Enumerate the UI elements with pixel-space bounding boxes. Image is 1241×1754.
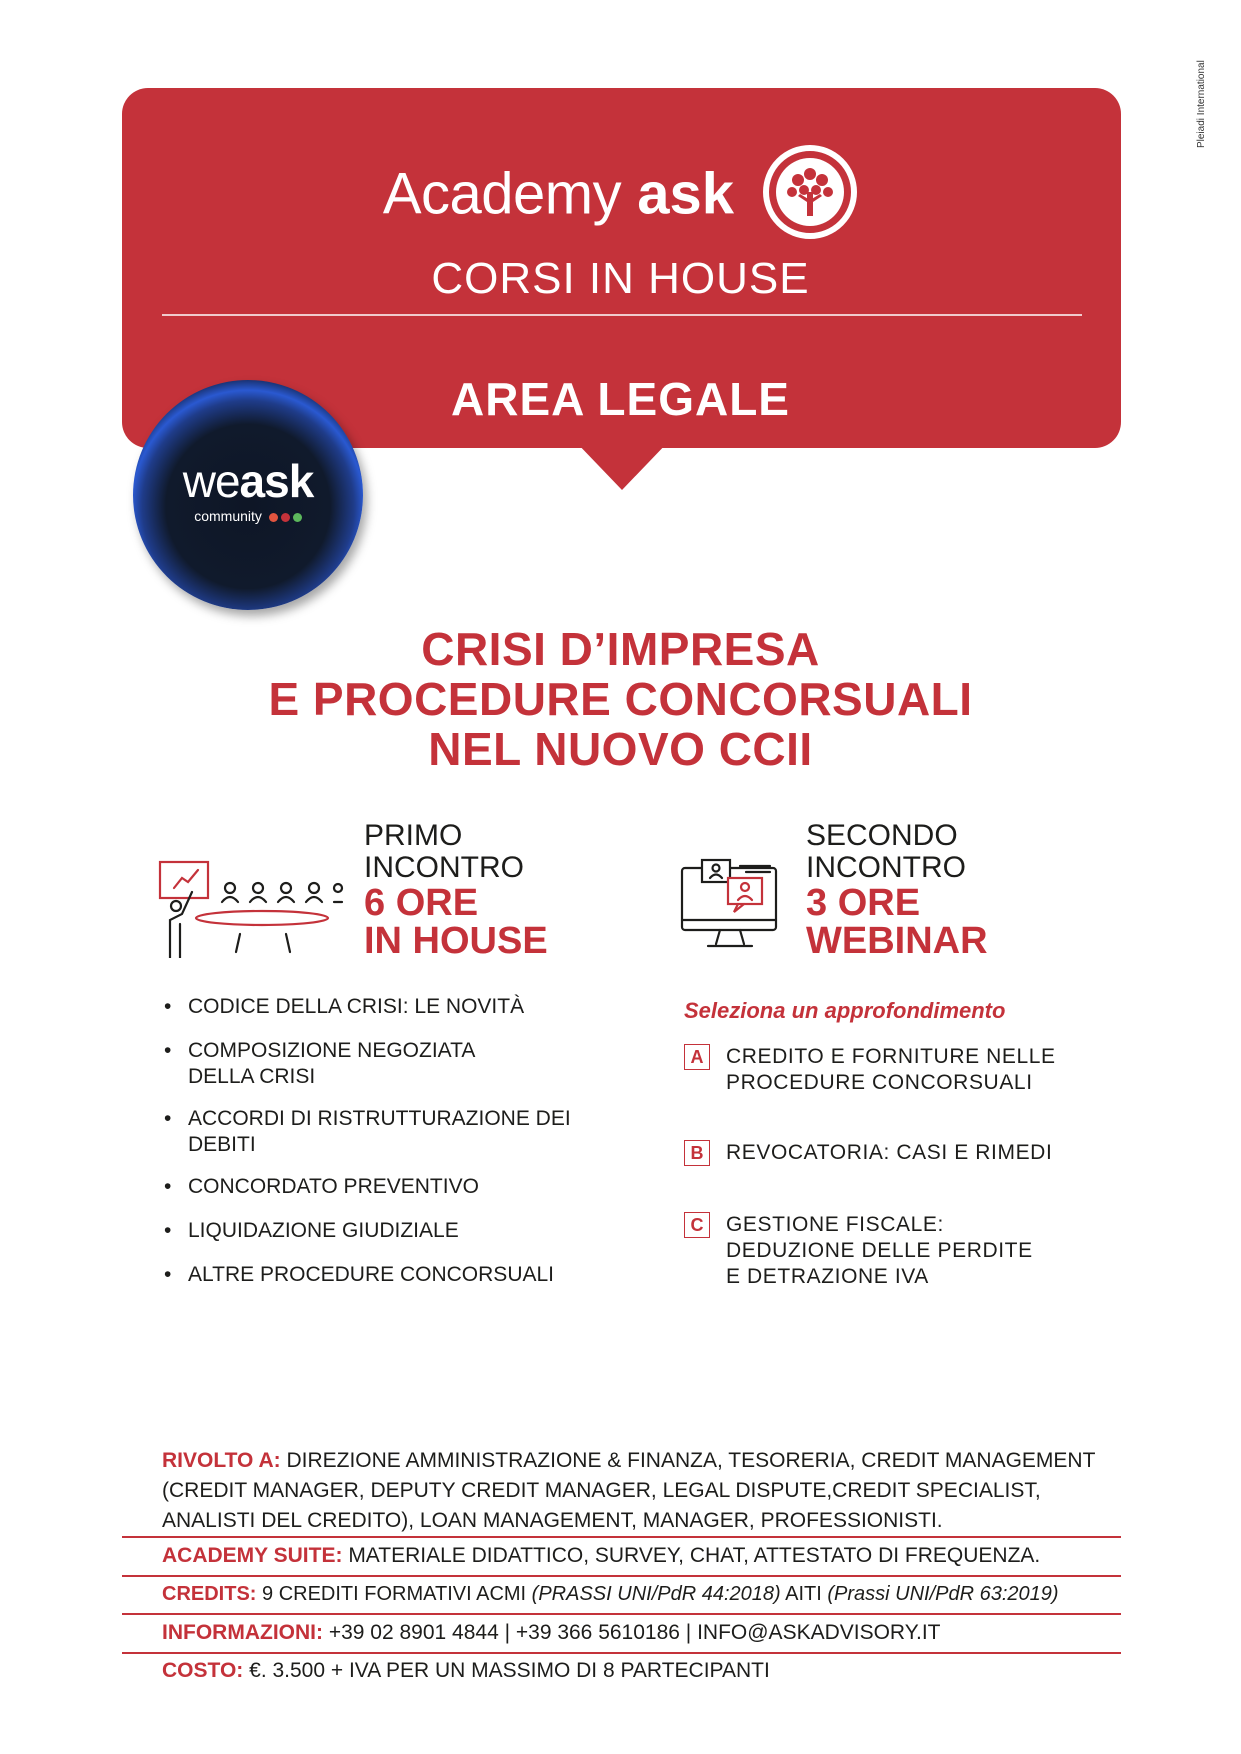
meeting-2-line1: SECONDO (806, 819, 958, 852)
academy-suite (162, 1541, 1122, 1571)
rivolto-label: RIVOLTO A: (162, 1449, 281, 1472)
academy-ask-logo (0, 150, 1241, 246)
weask-subtitle (133, 508, 363, 524)
target-audience (162, 1446, 1122, 1536)
option-text: CREDITO E FORNITURE NELLE PROCEDURE CONCORSUALI (726, 1045, 1056, 1094)
info-label: INFORMAZIONI: (162, 1621, 323, 1644)
dot-orange (269, 513, 278, 522)
topic-text: ACCORDI DI RISTRUTTURAZIONE DEI DEBITI (188, 1107, 571, 1156)
course-title-line-1: CRISI D’IMPRESA (421, 623, 820, 675)
weask-community-label: community (194, 508, 262, 524)
bullet: • (164, 1039, 172, 1062)
select-label: Seleziona un approfondimento (684, 998, 1006, 1023)
banner-pointer (574, 440, 670, 490)
cost (162, 1656, 1122, 1686)
webinar-monitor-icon (680, 858, 780, 954)
weask-thin: we (182, 455, 240, 507)
banner-subtitle: CORSI IN HOUSE (431, 254, 810, 303)
topic-text: CODICE DELLA CRISI: LE NOVITÀ (188, 995, 525, 1018)
topic-text: CONCORDATO PREVENTIVO (188, 1175, 479, 1198)
banner-divider (162, 314, 1082, 316)
brand-bold: ask (637, 161, 735, 227)
meeting-2-block (806, 820, 988, 960)
topic-text: COMPOSIZIONE NEGOZIATA DELLA CRISI (188, 1039, 475, 1088)
bullet: • (164, 995, 172, 1018)
credits-text-2: AITI (785, 1583, 822, 1605)
weask-community-badge (133, 380, 363, 610)
side-credit: Pleiadi International (1196, 60, 1207, 148)
info-text: +39 02 8901 4844 | +39 366 5610186 | INFO@ASKADVISORY.IT (328, 1621, 941, 1644)
credits-note-1: (PRASSI UNI/PdR 44:2018) (531, 1583, 781, 1605)
bullet: • (164, 1107, 172, 1130)
credits-note-2: (Prassi UNI/PdR 63:2019) (827, 1583, 1059, 1605)
course-title-line-2: E PROCEDURE CONCORSUALI (268, 673, 973, 725)
option-key: C (684, 1212, 710, 1238)
info-divider (122, 1613, 1121, 1615)
option-key: A (684, 1044, 710, 1070)
course-title-line-3: NEL NUOVO CCII (428, 723, 813, 775)
meeting-1-block (364, 820, 548, 960)
option-text: REVOCATORIA: CASI E RIMEDI (726, 1141, 1053, 1164)
weask-wordmark (133, 456, 363, 506)
info-divider (122, 1575, 1121, 1577)
topic-text: ALTRE PROCEDURE CONCORSUALI (188, 1263, 555, 1286)
option-key: B (684, 1140, 710, 1166)
weask-bold: ask (239, 455, 314, 507)
bullet: • (164, 1219, 172, 1242)
meeting-2-line2: INCONTRO (806, 851, 966, 884)
meeting-1-line2: INCONTRO (364, 851, 524, 884)
brand-thin: Academy (382, 161, 622, 227)
tree-icon (762, 144, 858, 240)
classroom-icon (158, 858, 348, 958)
dot-green (293, 513, 302, 522)
credits-label: CREDITS: (162, 1583, 257, 1605)
topic-text: LIQUIDAZIONE GIUDIZIALE (188, 1219, 459, 1242)
cost-text: €. 3.500 + IVA PER UN MASSIMO DI 8 PARTECIPANTI (249, 1659, 770, 1682)
area-title: AREA LEGALE (451, 373, 790, 425)
meeting-1-mode: IN HOUSE (364, 920, 548, 962)
credits-text-1: 9 CREDITI FORMATIVI ACMI (262, 1583, 527, 1605)
bullet: • (164, 1175, 172, 1198)
cost-label: COSTO: (162, 1659, 244, 1682)
dot-red (281, 513, 290, 522)
meeting-1-hours: 6 ORE (364, 882, 479, 924)
credits (162, 1579, 1122, 1609)
suite-label: ACADEMY SUITE: (162, 1544, 343, 1567)
contact-info (162, 1618, 1122, 1648)
rivolto-text: DIREZIONE AMMINISTRAZIONE & FINANZA, TESORERIA, CREDIT MANAGEMENT (CREDIT MANAGER, DEPUTY CREDIT MANAGER, LEGAL DISPUTE,CREDIT SPECIALIST, ANALISTI DEL CREDITO), LOAN MANAGEMENT, MANAGER, PROFESSIONISTI. (162, 1449, 1096, 1532)
meeting-2-hours: 3 ORE (806, 882, 921, 924)
option-text: GESTIONE FISCALE: DEDUZIONE DELLE PERDITE E DETRAZIONE IVA (726, 1213, 1033, 1288)
meeting-1-line1: PRIMO (364, 819, 463, 852)
info-divider (122, 1536, 1121, 1538)
meeting-2-mode: WEBINAR (806, 920, 988, 962)
bullet: • (164, 1263, 172, 1286)
info-divider (122, 1652, 1121, 1654)
suite-text: MATERIALE DIDATTICO, SURVEY, CHAT, ATTESTATO DI FREQUENZA. (348, 1544, 1041, 1567)
